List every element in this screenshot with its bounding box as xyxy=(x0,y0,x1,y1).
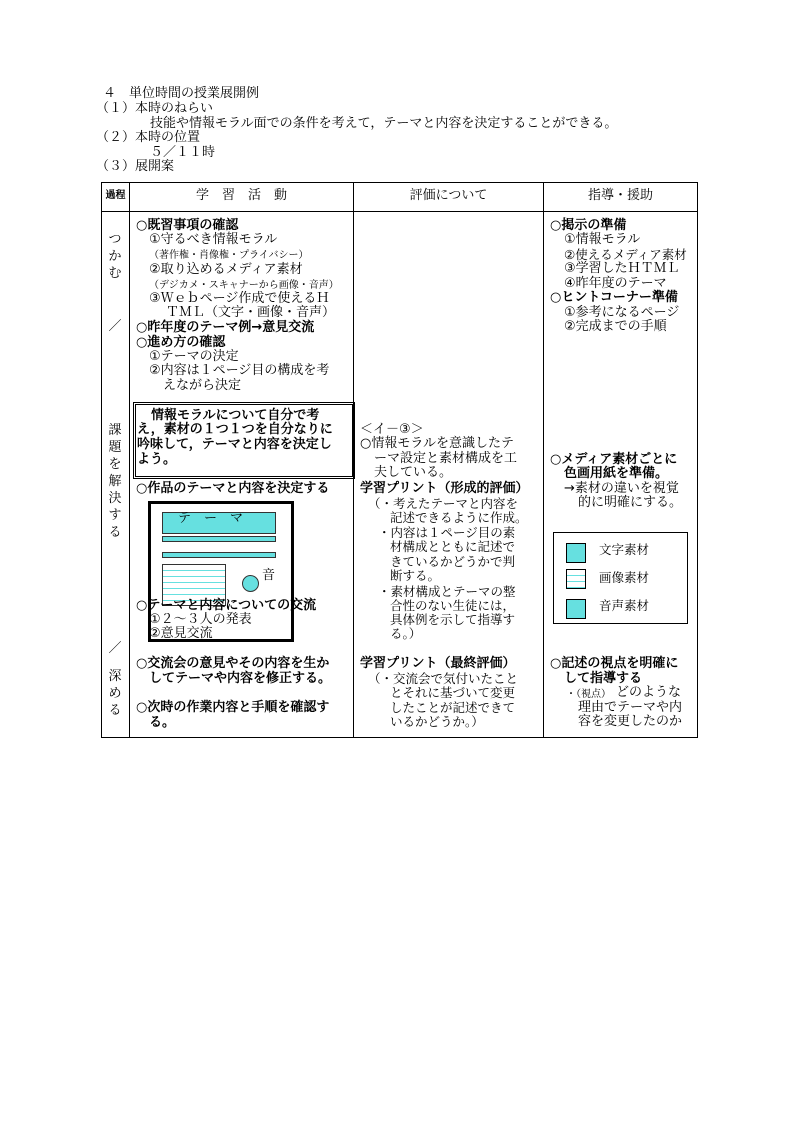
diagram-theme-label: テ ー マ xyxy=(178,511,244,526)
diagram-sound-label: 音 xyxy=(262,568,276,583)
guide-line: 理由でテーマや内 xyxy=(578,700,683,715)
guide-line: ①情報モラル xyxy=(564,232,641,247)
activity-line: ①２～３人の発表 xyxy=(149,612,252,627)
position-heading: （２）本時の位置 xyxy=(96,130,201,145)
legend-text-material: 文字素材 xyxy=(599,542,650,557)
eval-line: る。） xyxy=(390,626,422,641)
guide-media-paper: ○メディア素材ごとに xyxy=(550,452,678,467)
plan-heading: （３）展開案 xyxy=(96,159,175,174)
eval-line: （・交流会で気付いたこと xyxy=(368,671,519,686)
phase-grasp: つ か む xyxy=(108,232,122,281)
eval-line: ・内容は１ページ目の素 xyxy=(378,525,516,540)
image-material-swatch xyxy=(566,569,586,589)
section-title: ４ 単位時間の授業展開例 xyxy=(103,86,260,101)
activity-line: ②内容は１ページ目の構成を考 xyxy=(149,363,330,378)
activity-exchange: ○テーマと内容についての交流 xyxy=(136,598,317,613)
eval-line: とそれに基づいて変更 xyxy=(390,685,516,700)
header-evaluation: 評価について xyxy=(409,188,488,203)
legend-sound-material: 音声素材 xyxy=(599,598,650,613)
activity-line: ＴＭＬ（文字・画像・音声） xyxy=(166,305,336,320)
task-box-line: よう。 xyxy=(137,452,177,467)
header-phase: 過程 xyxy=(105,190,126,201)
task-box-line: 情報モラルについて自分で考 xyxy=(151,408,320,423)
activity-line: ②意見交流 xyxy=(149,626,213,641)
activity-line: ①テーマの決定 xyxy=(149,349,239,364)
legend-image-material: 画像素材 xyxy=(599,570,650,585)
eval-line: 合性のない生徒には， xyxy=(390,598,516,613)
eval-line: したことが記述できて xyxy=(390,700,516,715)
eval-line: 記述できるように作成。 xyxy=(390,510,528,525)
aim-heading: （１）本時のねらい xyxy=(96,101,214,116)
eval-print-final: 学習プリント（最終評価） xyxy=(360,656,516,671)
guide-line: 容を変更したのか xyxy=(578,714,683,729)
header-guidance: 指導・援助 xyxy=(587,188,653,203)
activity-line: ②取り込めるメディア素材 xyxy=(149,262,303,277)
guide-line: 的に明確にする。 xyxy=(578,495,683,510)
eval-line: いるかどうか。） xyxy=(390,714,484,729)
eval-line: 断する。 xyxy=(390,568,441,583)
text-strip xyxy=(162,552,276,558)
activity-line: る。 xyxy=(149,715,176,730)
guide-line: して指導する xyxy=(564,671,643,686)
position-text: ５／１１時 xyxy=(150,145,216,160)
task-box-line: 吟味して，テーマと内容を決定し xyxy=(137,437,332,452)
eval-line: （・考えたテーマと内容を xyxy=(368,496,519,511)
text-strip xyxy=(162,536,276,542)
eval-line: ・素材構成とテーマの整 xyxy=(378,584,516,599)
activity-line: ③Ｗｅｂページ作成で使えるＨ xyxy=(149,291,330,306)
sound-circle-icon xyxy=(242,575,259,592)
activity-decide-theme: ○作品のテーマと内容を決定する xyxy=(136,481,330,496)
phase-deepen: 深 め る xyxy=(108,669,122,718)
eval-line: きているかどうかで判 xyxy=(390,554,516,569)
activity-line: （デジカメ・スキャナーから画像・音声） xyxy=(149,280,339,291)
activity-revise: ○交流会の意見やその内容を生か xyxy=(136,656,330,671)
guide-line: 色画用紙を準備。 xyxy=(564,466,669,481)
phase-separator-1: ／ xyxy=(108,319,122,334)
activity-next: ○次時の作業内容と手順を確認す xyxy=(136,700,330,715)
activity-line: ①守るべき情報モラル xyxy=(149,232,278,247)
guide-display: ○掲示の準備 xyxy=(550,218,627,233)
phase-solve: 課 題 を 解 決 す る xyxy=(108,423,122,540)
header-activity: 学 習 活 動 xyxy=(195,188,287,203)
guide-hint-corner: ○ヒントコーナー準備 xyxy=(550,290,678,305)
guide-viewpoint: ○記述の視点を明確に xyxy=(550,656,679,671)
activity-line: えながら決定 xyxy=(163,378,242,393)
eval-print-formative: 学習プリント（形成的評価） xyxy=(360,481,529,496)
eval-line: 材構成とともに記述で xyxy=(390,539,516,554)
guide-line: どのような xyxy=(616,685,682,700)
aim-text: 技能や情報モラル面での条件を考えて，テーマと内容を決定することができる。 xyxy=(150,116,618,131)
phase-separator-2: ／ xyxy=(108,641,122,656)
activity-line: （著作権・肖像権・プライバシー） xyxy=(149,250,309,261)
eval-line: 具体例を示して指導す xyxy=(390,612,516,627)
eval-criterion: ＜イ－③＞ xyxy=(360,422,424,437)
guide-line: ③学習したＨＴＭＬ xyxy=(564,261,680,276)
eval-line: ○情報モラルを意識したテ xyxy=(360,436,514,451)
activity-theme-example: ○昨年度のテーマ例→意見交流 xyxy=(136,320,315,335)
eval-line: 夫している。 xyxy=(374,465,453,480)
eval-line: ーマ設定と素材構成を工 xyxy=(374,451,518,466)
activity-procedure: ○進め方の確認 xyxy=(136,335,226,350)
guide-line: ①参考になるページ xyxy=(564,305,680,320)
guide-line: ④昨年度のテーマ xyxy=(564,276,667,291)
text-material-swatch xyxy=(566,543,586,563)
guide-viewpoint-prefix: ・（視点） xyxy=(566,689,611,700)
guide-line: ②使えるメディア素材 xyxy=(564,247,687,262)
guide-line: ②完成までの手順 xyxy=(564,319,667,334)
activity-review: ○既習事項の確認 xyxy=(136,218,239,233)
sound-material-swatch xyxy=(566,599,586,619)
guide-line: →素材の違いを視覚 xyxy=(564,481,679,496)
activity-line: してテーマや内容を修正する。 xyxy=(149,671,332,686)
task-box-line: え，素材の１つ１つを自分なりに xyxy=(137,422,333,437)
